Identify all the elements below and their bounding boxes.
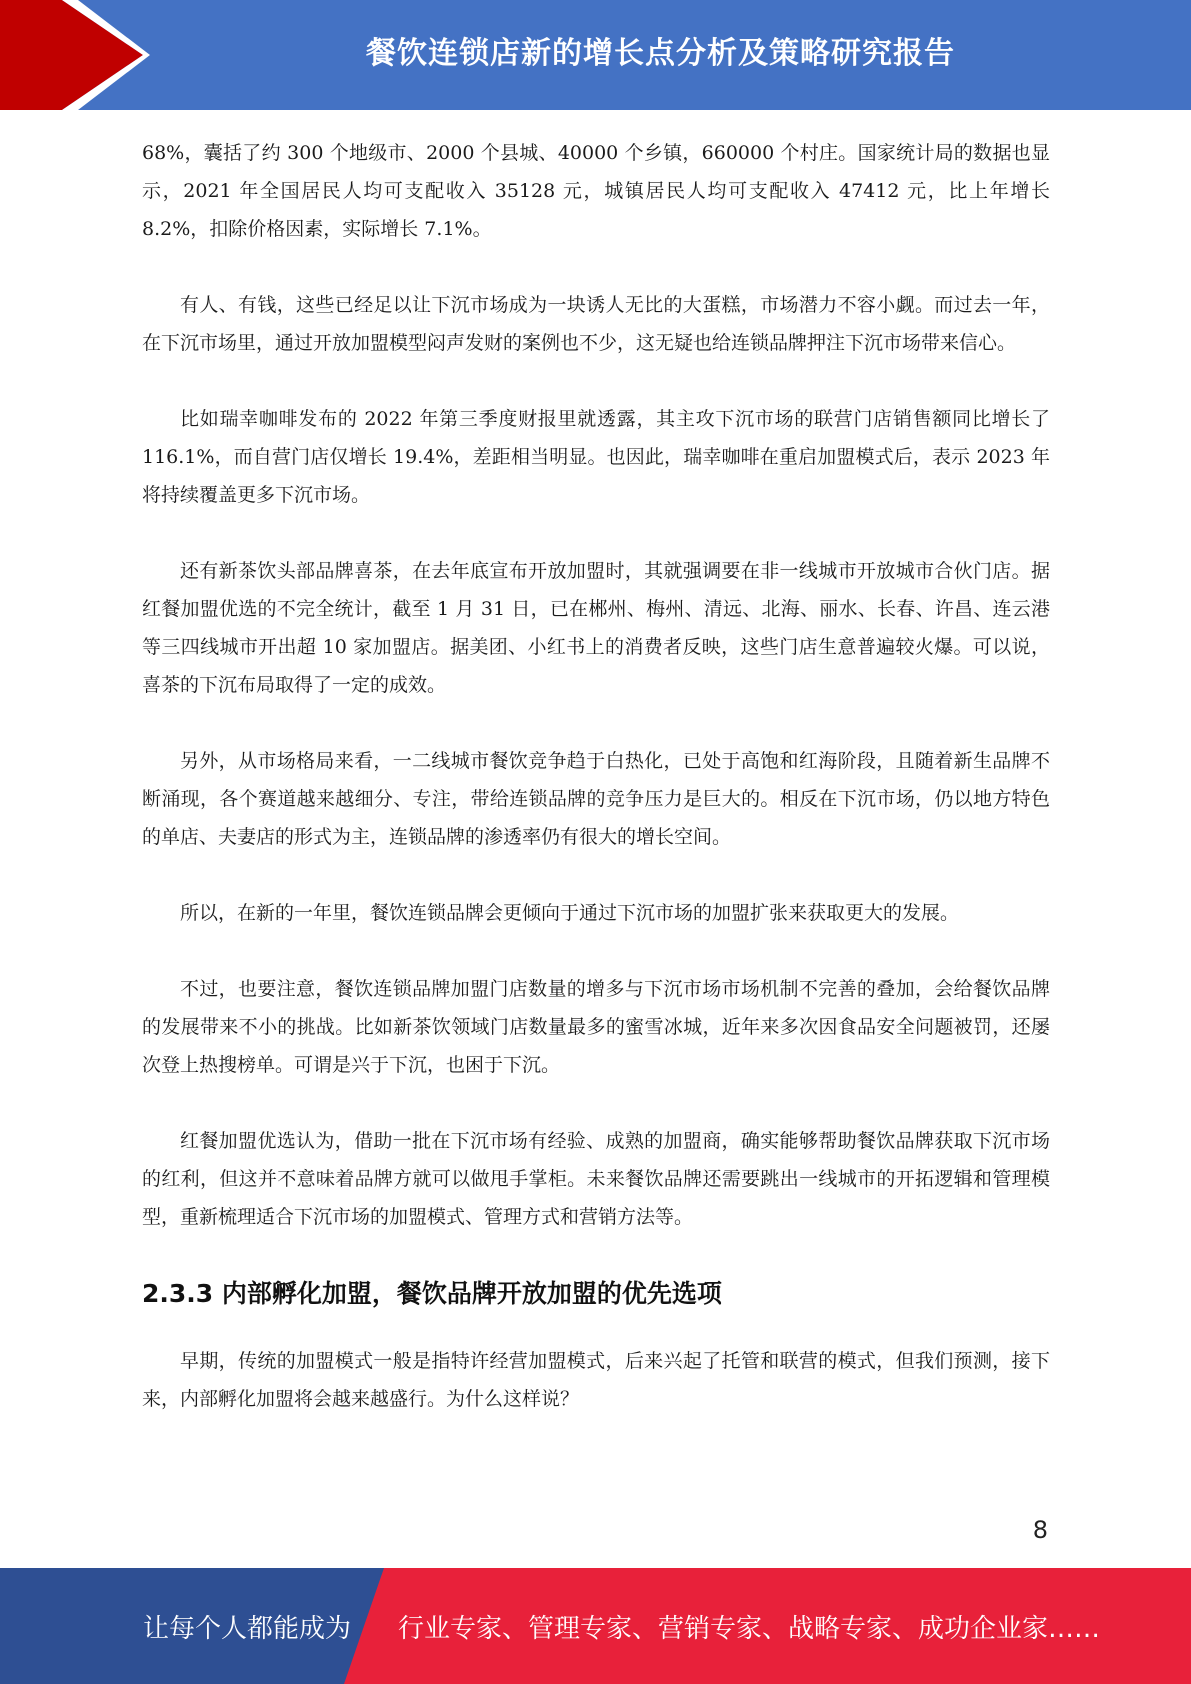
footer-slogan-right: 行业专家、管理专家、营销专家、战略专家、成功企业家…… <box>398 1613 1101 1644</box>
paragraph-3: 比如瑞幸咖啡发布的 2022 年第三季度财报里就透露，其主攻下沉市场的联营门店销售额同比增长了 116.1%，而自营门店仅增长 19.4%，差距相当明显。也因此，瑞幸咖啡在重启加盟模式后，表示 2023 年将持续覆盖更多下沉市场。 <box>142 408 1050 506</box>
page-footer <box>0 1568 1191 1684</box>
page-number: 8 <box>1032 1516 1048 1544</box>
paragraph-8: 红餐加盟优选认为，借助一批在下沉市场有经验、成熟的加盟商，确实能够帮助餐饮品牌获取下沉市场的红利，但这并不意味着品牌方就可以做甩手掌柜。未来餐饮品牌还需要跳出一线城市的开拓逻辑和管理模型，重新梳理适合下沉市场的加盟模式、管理方式和营销方法等。 <box>142 1130 1050 1228</box>
paragraph-7: 不过，也要注意，餐饮连锁品牌加盟门店数量的增多与下沉市场市场机制不完善的叠加，会给餐饮品牌的发展带来不小的挑战。比如新茶饮领域门店数量最多的蜜雪冰城，近年来多次因食品安全问题被罚，还屡次登上热搜榜单。可谓是兴于下沉，也困于下沉。 <box>142 978 1050 1076</box>
paragraph-5: 另外，从市场格局来看，一二线城市餐饮竞争趋于白热化，已处于高饱和红海阶段，且随着新生品牌不断涌现，各个赛道越来越细分、专注，带给连锁品牌的竞争压力是巨大的。相反在下沉市场，仍以地方特色的单店、夫妻店的形式为主，连锁品牌的渗透率仍有很大的增长空间。 <box>142 750 1050 848</box>
paragraph-1: 68%，囊括了约 300 个地级市、2000 个县城、40000 个乡镇，660000 个村庄。国家统计局的数据也显示，2021 年全国居民人均可支配收入 35128 元，城镇居民人均可支配收入 47412 元，比上年增长 8.2%，扣除价格因素，实际增长 7.1%。 <box>142 142 1050 240</box>
report-title: 餐饮连锁店新的增长点分析及策略研究报告 <box>366 36 955 71</box>
paragraph-4: 还有新茶饮头部品牌喜茶，在去年底宣布开放加盟时，其就强调要在非一线城市开放城市合伙门店。据红餐加盟优选的不完全统计，截至 1 月 31 日，已在郴州、梅州、清远、北海、丽水、长春、许昌、连云港等三四线城市开出超 10 家加盟店。据美团、小红书上的消费者反映，这些门店生意普遍较火爆。可以说，喜茶的下沉布局取得了一定的成效。 <box>142 560 1050 696</box>
footer-slogan-left: 让每个人都能成为 <box>143 1613 352 1644</box>
paragraph-2: 有人、有钱，这些已经足以让下沉市场成为一块诱人无比的大蛋糕，市场潜力不容小觑。而过去一年，在下沉市场里，通过开放加盟模型闷声发财的案例也不少，这无疑也给连锁品牌押注下沉市场带来信心。 <box>142 294 1050 354</box>
page-header <box>0 0 1191 110</box>
section-heading: 2.3.3 内部孵化加盟，餐饮品牌开放加盟的优先选项 <box>142 1279 722 1308</box>
section-paragraph-1: 早期，传统的加盟模式一般是指特许经营加盟模式，后来兴起了托管和联营的模式，但我们预测，接下来，内部孵化加盟将会越来越盛行。为什么这样说？ <box>142 1350 1050 1410</box>
page-content <box>142 134 1050 1456</box>
paragraph-6: 所以，在新的一年里，餐饮连锁品牌会更倾向于通过下沉市场的加盟扩张来获取更大的发展。 <box>180 902 960 924</box>
